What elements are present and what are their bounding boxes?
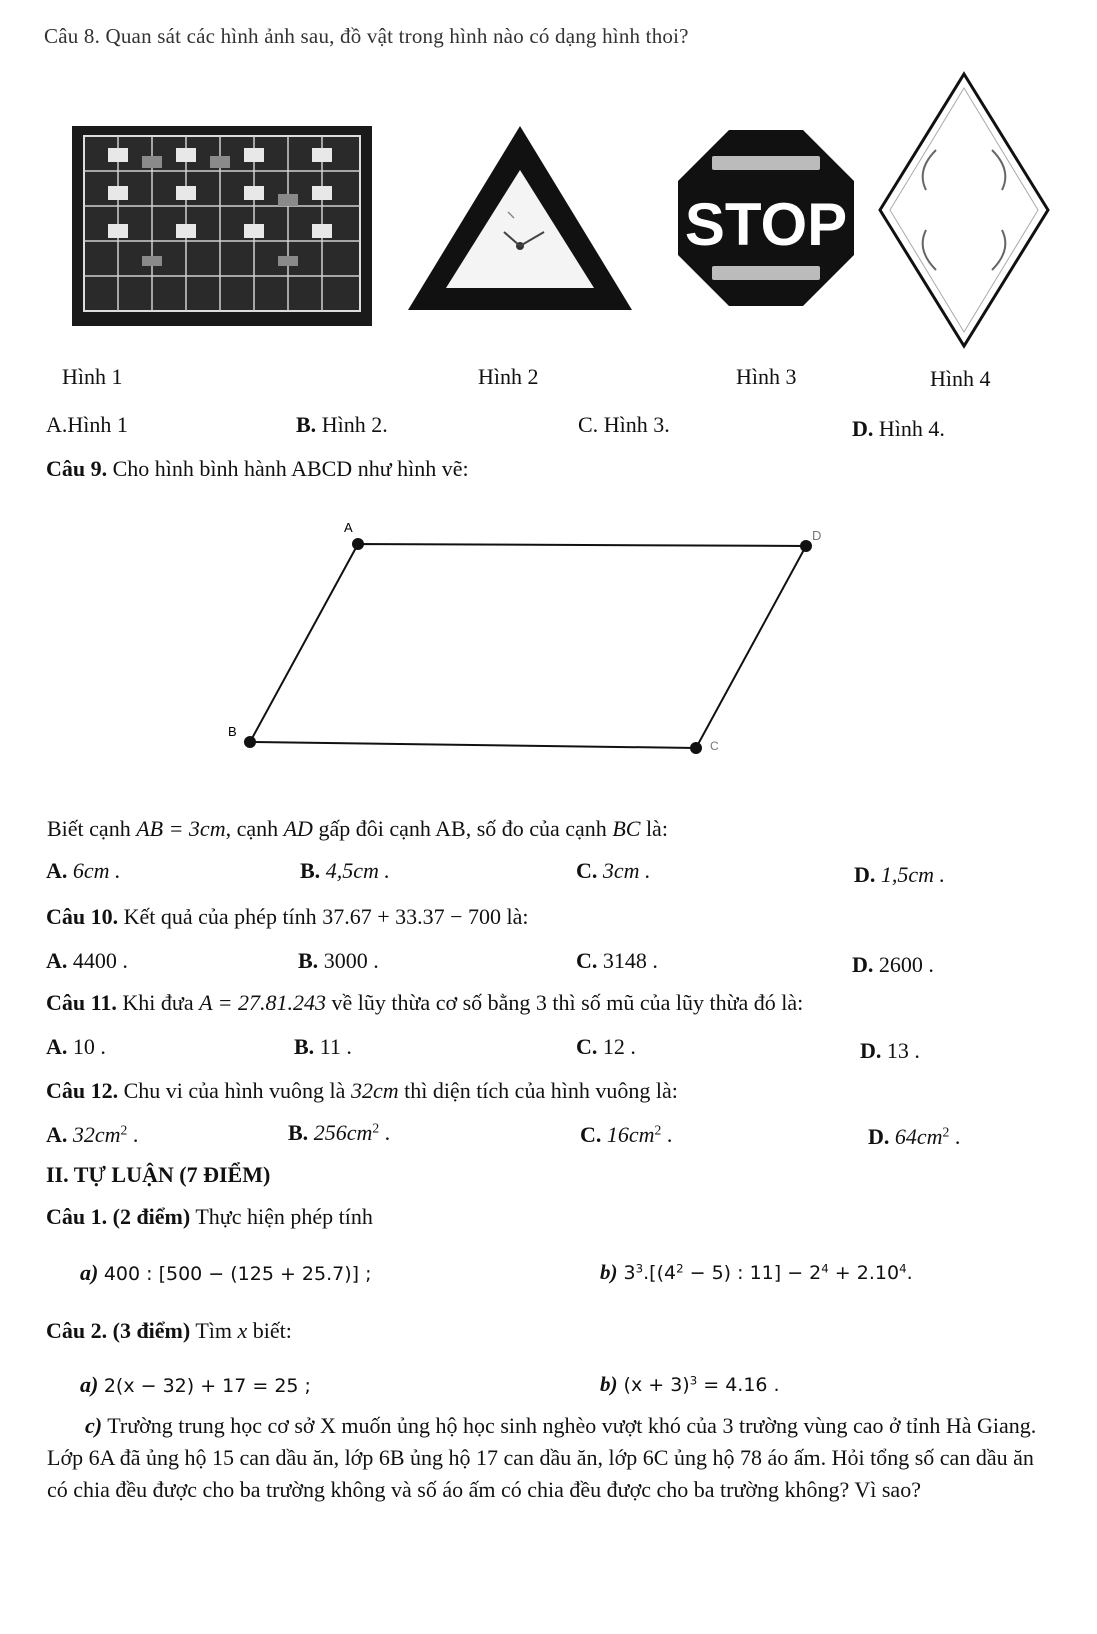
option-label: A. (46, 1034, 68, 1059)
caption-hinh-1: Hình 1 (62, 364, 123, 389)
vertex-c-label: C (710, 739, 719, 753)
math-variable: x (237, 1318, 248, 1343)
condition-text: Biết cạnh (47, 816, 131, 841)
option-label: B. (294, 1034, 315, 1059)
essay-q2b (600, 1372, 780, 1397)
q8-option-c[interactable] (578, 412, 670, 438)
question-title: Câu 2. (3 điểm) (46, 1318, 191, 1343)
option-text: 13 . (886, 1038, 920, 1063)
math-exponent: 4 (821, 1261, 829, 1276)
option-text: 11 . (319, 1034, 352, 1059)
option-label: A. (46, 858, 68, 883)
option-label: B. (298, 948, 319, 973)
question-text: Khi đưa (122, 990, 194, 1015)
question-title: Câu 10. (46, 904, 119, 929)
option-text: 1,5cm . (880, 862, 946, 887)
math-part: . (906, 1262, 913, 1284)
math-part: − 5) : 11] − 2 (683, 1262, 822, 1284)
math-expression: 37.67 + 33.37 − 700 (322, 904, 502, 929)
condition-text: gấp đôi cạnh AB, số đo của cạnh (318, 816, 607, 841)
option-label: C. (576, 948, 598, 973)
option-text: 4400 . (72, 948, 128, 973)
option-exponent: 2 (942, 1124, 950, 1140)
math-expression: A = 27.81.243 (199, 990, 327, 1015)
option-text: Hình 3. (603, 412, 670, 437)
option-text: Hình 4. (878, 416, 945, 441)
option-label: D. (852, 952, 874, 977)
option-end: . (949, 1124, 961, 1149)
q12-stem (46, 1078, 678, 1104)
essay-q1b (600, 1260, 913, 1285)
essay-q1-stem (46, 1204, 373, 1230)
q10-option-b[interactable] (298, 948, 379, 974)
figure-1-grid-board (72, 126, 372, 326)
condition-text: là: (645, 816, 668, 841)
option-label: A. (46, 412, 68, 437)
essay-q2a (80, 1372, 311, 1398)
item-label: a) (80, 1260, 99, 1285)
option-label: C. (578, 412, 599, 437)
option-label: D. (852, 416, 874, 441)
q9-condition (47, 816, 668, 842)
option-exponent: 2 (372, 1120, 380, 1136)
option-label: B. (296, 412, 317, 437)
q10-option-a[interactable] (46, 948, 128, 974)
q10-option-c[interactable] (576, 948, 658, 974)
option-end: . (127, 1122, 139, 1147)
option-label: D. (860, 1038, 882, 1063)
math-expression: 400 : [500 − (125 + 25.7)] ; (103, 1263, 372, 1285)
item-label: b) (600, 1372, 618, 1396)
option-text: 16cm (606, 1122, 655, 1147)
math-part: 3 (623, 1262, 636, 1284)
option-text: Hình 2. (321, 412, 388, 437)
option-text: 12 . (602, 1034, 636, 1059)
math-expression: 2(x − 32) + 17 = 25 ; (103, 1375, 311, 1397)
q11-option-a[interactable] (46, 1034, 106, 1060)
figure-2-triangle-sign (404, 122, 636, 314)
essay-q1a (80, 1260, 372, 1286)
option-text: 3148 . (602, 948, 658, 973)
q12-option-b[interactable] (288, 1120, 390, 1146)
math-exponent: 4 (899, 1261, 907, 1276)
option-label: A. (46, 948, 68, 973)
option-text: 32cm (72, 1122, 121, 1147)
paragraph-text: Trường trung học cơ sở X muốn ủng hộ học sinh nghèo vượt khó của 3 trường vùng cao ở tỉnh Hà Giang. Lớp 6A đã ủng hộ 15 can dầu ăn, lớp 6B ủng hộ 17 can dầu ăn, lớp 6C ủng hộ 78 áo ấm. Hỏi tổng số can dầu ăn có chia đều được cho ba trường không và số áo ấm có chia đều được cho ba trường không? Vì sao? (47, 1413, 1037, 1502)
option-label: A. (46, 1122, 68, 1147)
option-text: 6cm . (72, 858, 121, 883)
caption-hinh-2: Hình 2 (478, 364, 539, 389)
option-label: B. (288, 1120, 309, 1145)
condition-text: , cạnh (225, 816, 279, 841)
figure-3-stop-sign (676, 128, 856, 308)
question-text: Chu vi của hình vuông là (123, 1078, 346, 1103)
option-exponent: 2 (654, 1122, 662, 1138)
math-value: 32cm (350, 1078, 399, 1103)
q12-option-d[interactable] (868, 1124, 960, 1150)
q9-option-b[interactable] (300, 858, 390, 884)
math-part: .[(4 (643, 1262, 677, 1284)
q8-option-d[interactable] (852, 416, 945, 442)
question-title: Câu 9. (46, 456, 108, 481)
q8-stem: Câu 8. Quan sát các hình ảnh sau, đồ vật trong hình nào có dạng hình thoi? (44, 24, 689, 48)
option-label: C. (576, 858, 598, 883)
option-label: B. (300, 858, 321, 883)
option-text: 4,5cm . (325, 858, 390, 883)
q9-option-d[interactable] (854, 862, 945, 888)
item-label: b) (600, 1260, 618, 1284)
question-text: Tìm (195, 1318, 232, 1343)
q10-option-d[interactable] (852, 952, 934, 978)
q11-stem (46, 990, 803, 1016)
option-text: 3000 . (323, 948, 379, 973)
q11-option-c[interactable] (576, 1034, 636, 1060)
option-text: 2600 . (878, 952, 934, 977)
question-text: Cho hình bình hành ABCD như hình vẽ: (112, 456, 469, 481)
vertex-a-label: A (344, 520, 353, 535)
math-part: = 4.16 . (697, 1374, 780, 1396)
figure-4-diamond-sign (876, 70, 1052, 350)
math-ad: AD (283, 816, 313, 841)
question-text: Thực hiện phép tính (195, 1204, 373, 1229)
q8-option-b[interactable] (296, 412, 388, 438)
q9-stem (46, 456, 469, 482)
vertex-b-label: B (228, 724, 237, 739)
option-end: . (661, 1122, 673, 1147)
q10-stem (46, 904, 529, 930)
option-end: . (379, 1120, 391, 1145)
option-text: Hình 1 (67, 412, 128, 437)
option-label: D. (854, 862, 876, 887)
question-text: là: (506, 904, 529, 929)
math-part: + 2.10 (828, 1262, 900, 1284)
option-label: D. (868, 1124, 890, 1149)
option-text: 64cm (894, 1124, 943, 1149)
caption-hinh-3: Hình 3 (736, 364, 797, 389)
item-label: c) (85, 1413, 103, 1438)
math-bc: BC (612, 816, 641, 841)
q12-option-a[interactable] (46, 1122, 138, 1148)
math-exponent: 3 (689, 1373, 698, 1388)
math-exponent: 2 (676, 1261, 684, 1276)
section-heading: II. TỰ LUẬN (7 ĐIỂM) (46, 1162, 271, 1187)
math-ab: AB = 3cm (136, 816, 226, 841)
parallelogram-abcd (220, 516, 820, 766)
q8-option-a[interactable] (46, 412, 128, 438)
option-text: 3cm . (602, 858, 651, 883)
option-exponent: 2 (120, 1122, 128, 1138)
vertex-d-label: D (812, 528, 822, 543)
essay-q2-stem (46, 1318, 292, 1344)
option-label: C. (576, 1034, 598, 1059)
question-text: biết: (252, 1318, 292, 1343)
option-label: C. (580, 1122, 602, 1147)
item-label: a) (80, 1372, 99, 1397)
q9-option-c[interactable] (576, 858, 651, 884)
question-text: thì diện tích của hình vuông là: (404, 1078, 678, 1103)
q9-option-a[interactable] (46, 858, 121, 884)
essay-q2c (47, 1410, 1057, 1506)
q11-option-b[interactable] (294, 1034, 352, 1060)
caption-hinh-4: Hình 4 (930, 366, 991, 391)
question-text: Kết quả của phép tính (123, 904, 317, 929)
question-title: Câu 11. (46, 990, 117, 1015)
option-text: 10 . (72, 1034, 106, 1059)
math-part: (x + 3) (623, 1374, 690, 1396)
question-title: Câu 1. (2 điểm) (46, 1204, 191, 1229)
question-text: về lũy thừa cơ số bằng 3 thì số mũ của lũy thừa đó là: (331, 990, 804, 1015)
q12-option-c[interactable] (580, 1122, 672, 1148)
question-title: Câu 12. (46, 1078, 119, 1103)
stop-text: STOP (684, 191, 848, 258)
q11-option-d[interactable] (860, 1038, 920, 1064)
option-text: 256cm (313, 1120, 373, 1145)
math-exponent: 3 (635, 1261, 644, 1276)
